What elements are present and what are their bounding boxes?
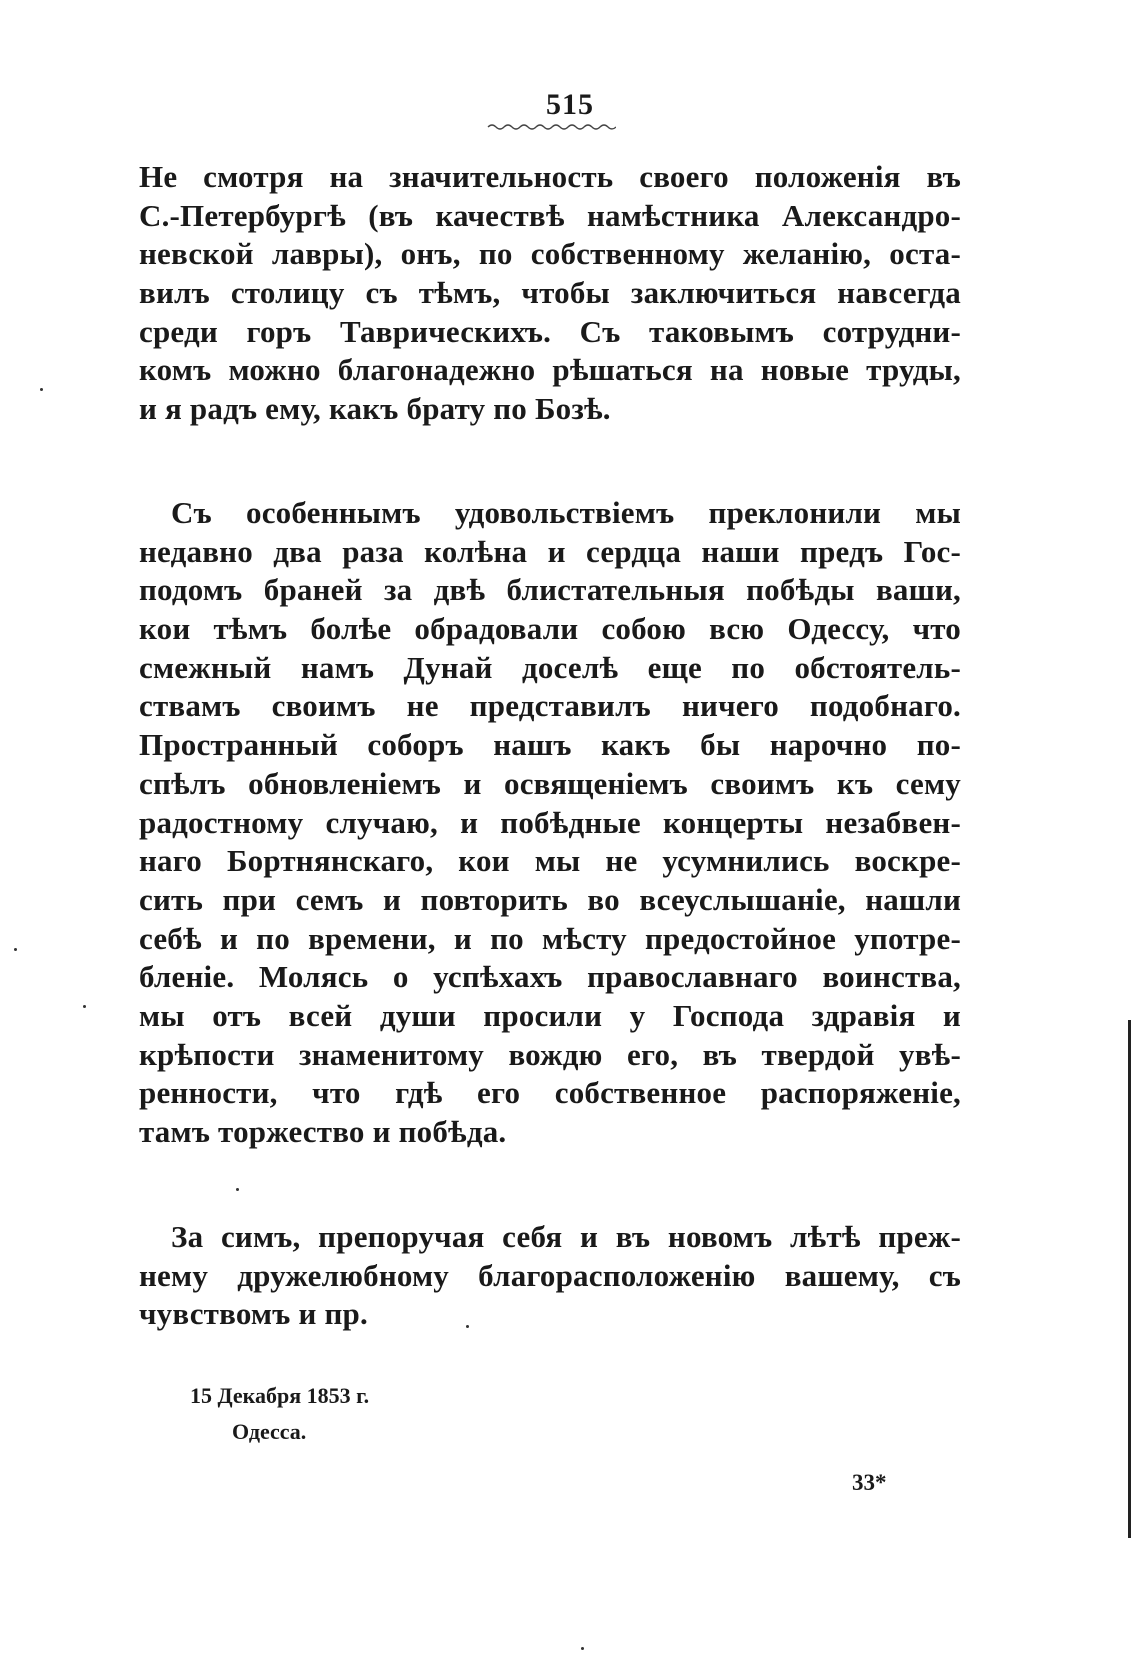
paragraph-1 [139, 158, 961, 429]
text-line: комъ можно благонадежно рѣшаться на новые труды, [139, 352, 961, 388]
text-line: недавно два раза колѣна и сердца наши предъ Гос- [139, 533, 961, 569]
text-line: Пространный соборъ нашъ какъ бы нарочно по- [139, 727, 961, 763]
text-line: ствамъ своимъ не представилъ ничего подобнаго. [139, 688, 961, 724]
text-line: бленіе. Молясь о успѣхахъ православнаго воинства, [139, 959, 961, 995]
text-line: спѣлъ обновленіемъ и освященіемъ своимъ къ сему [139, 765, 961, 801]
decorative-wave-rule [486, 122, 616, 132]
text-line: Не смотря на значительность своего положенія въ [139, 159, 961, 194]
text-line: За симъ, препоручая себя и въ новомъ лѣтѣ преж- [171, 1219, 961, 1254]
print-speck [581, 1647, 584, 1650]
text-line: радостному случаю, и побѣдные концерты незабвен- [139, 804, 961, 840]
page-number [0, 88, 1140, 122]
text-line: вилъ столицу съ тѣмъ, чтобы заключиться навсегда [139, 275, 961, 311]
signature-mark: 33* [852, 1470, 887, 1495]
text-line: невской лавры), онъ, по собственному желанію, оста- [139, 236, 961, 272]
text-line: и я радъ ему, какъ брату по Бозѣ. [139, 391, 611, 427]
text-line: нему дружелюбному благорасположенію вашему, съ [139, 1257, 961, 1293]
text-line: чувствомъ и пр. [139, 1296, 368, 1332]
text-line: среди горъ Таврическихъ. Съ таковымъ сотрудни- [139, 313, 961, 349]
page-edge-line [1128, 1020, 1131, 1538]
page-number-text: 515 [546, 88, 594, 121]
text-line: смежный намъ Дунай доселѣ еще по обстоятель- [139, 649, 961, 685]
text-line: ренности, что гдѣ его собственное распоряженіе, [139, 1075, 961, 1111]
paragraph-3 [139, 1218, 961, 1334]
text-line: себѣ и по времени, и по мѣсту предостойное употре- [139, 920, 961, 956]
text-line: тамъ торжество и побѣда. [139, 1114, 507, 1149]
date-line: 15 Декабря 1853 г. [190, 1383, 370, 1408]
text-line: С.-Петербургѣ (въ качествѣ намѣстника Александро- [139, 197, 961, 233]
paragraph-2 [139, 494, 961, 1152]
text-line: кои тѣмъ болѣе обрадовали собою всю Одессу, что [139, 611, 961, 647]
date-place-block [190, 1378, 369, 1450]
print-speck [14, 948, 17, 951]
print-speck [236, 1188, 239, 1191]
print-speck [83, 1005, 86, 1008]
text-line: Съ особеннымъ удовольствіемъ преклонили мы [171, 495, 961, 530]
text-line: наго Бортнянскаго, кои мы не усумнились воскре- [139, 843, 961, 879]
text-line: мы отъ всей души просили у Господа здравія и [139, 997, 961, 1033]
print-speck [466, 1325, 469, 1328]
text-line: сить при семъ и повторить во всеуслышаніе, нашли [139, 881, 961, 917]
text-line: подомъ браней за двѣ блистательныя побѣды ваши, [139, 572, 961, 608]
place-line: Одесса. [232, 1419, 307, 1444]
print-speck [40, 388, 43, 391]
text-line: крѣпости знаменитому вождю его, въ твердой увѣ- [139, 1036, 961, 1072]
